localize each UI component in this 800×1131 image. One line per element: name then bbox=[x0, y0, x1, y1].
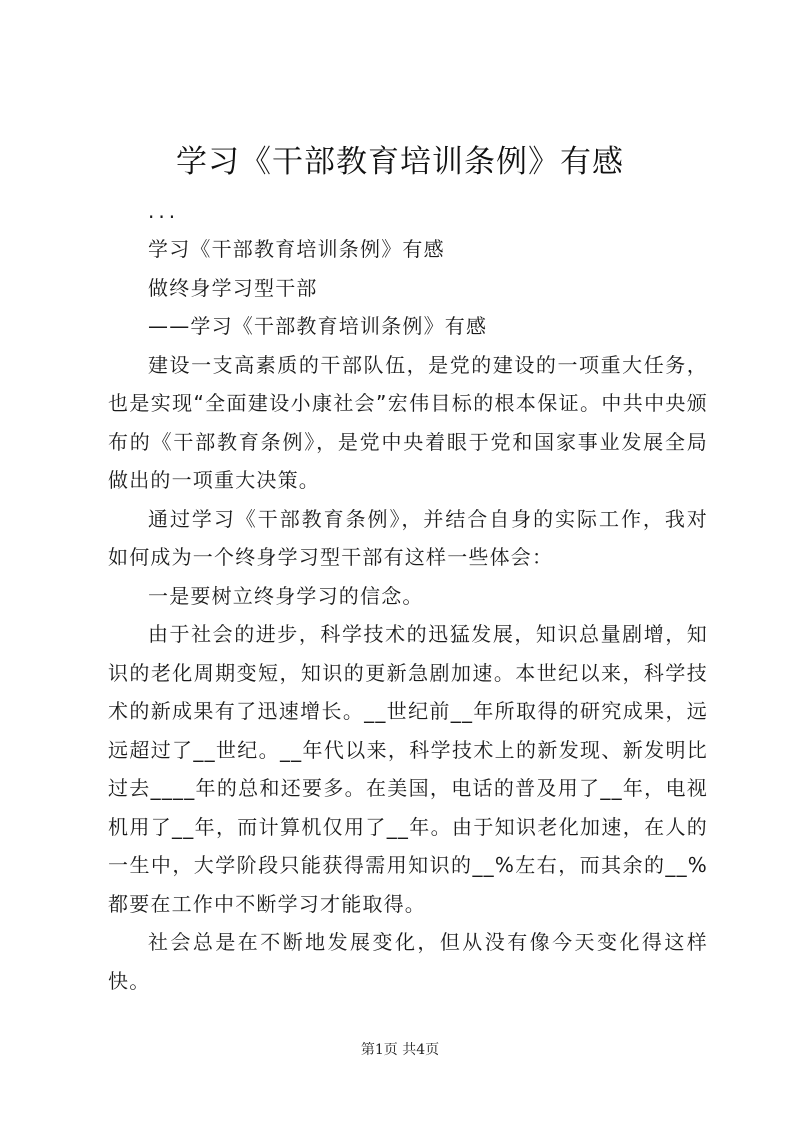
body-paragraph: 建设一支高素质的干部队伍，是党的建设的一项重大任务，也是实现“全面建设小康社会”宏伟目标的根本保证。中共中央颁布的《干部教育条例》，是党中央着眼于党和国家事业发展全局做出的一项重大决策。 bbox=[108, 352, 708, 492]
body-paragraph: 由于社会的进步，科学技术的迅猛发展，知识总量剧增，知识的老化周期变短，知识的更新急剧加速。本世纪以来，科学技术的新成果有了迅速增长。__世纪前__年所取得的研究成果，远远超过了__世纪。__年代以来，科学技术上的新发现、新发明比过去____年的总和还要多。在美国，电话的普及用了__年，电视机用了__年，而计算机仅用了__年。由于知识老化加速，在人的一生中，大学阶段只能获得需用知识的__%左右，而其余的__%都要在工作中不断学习才能取得。 bbox=[108, 622, 708, 916]
subheading-paragraph: ——学习《干部教育培训条例》有感 bbox=[148, 314, 488, 338]
section-heading: 一是要树立终身学习的信念。 bbox=[148, 583, 424, 608]
document-title: 学习《干部教育培训条例》有感 bbox=[176, 144, 624, 180]
heading-paragraph: 做终身学习型干部 bbox=[148, 275, 318, 300]
document-body bbox=[108, 196, 708, 1000]
body-paragraph: 社会总是在不断地发展变化，但从没有像今天变化得这样快。 bbox=[108, 930, 708, 993]
ellipsis-line: ... bbox=[148, 199, 180, 223]
subtitle-paragraph: 学习《干部教育培训条例》有感 bbox=[148, 237, 445, 261]
page-number: 第1页 共4页 bbox=[360, 1042, 440, 1058]
body-paragraph: 通过学习《干部教育条例》，并结合自身的实际工作，我对如何成为一个终身学习型干部有这样一些体会： bbox=[108, 506, 708, 569]
